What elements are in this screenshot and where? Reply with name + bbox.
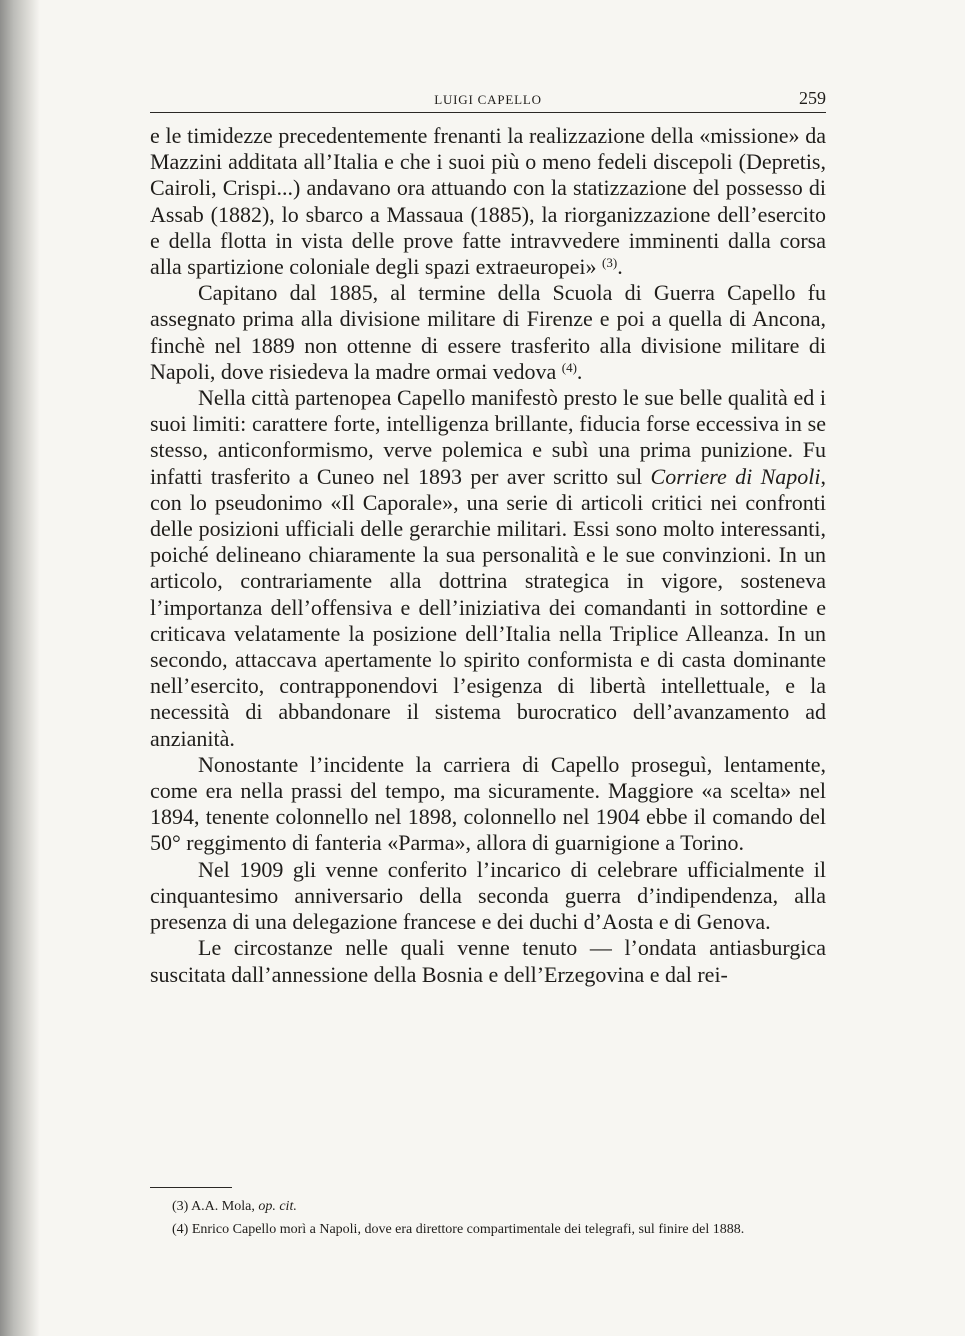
paragraph-1-end: . bbox=[617, 254, 623, 280]
footnote-ref-4: (4) bbox=[561, 359, 577, 375]
running-title: LUIGI CAPELLO bbox=[434, 92, 542, 107]
paragraph-3-text-before: Nella città partenopea Capello manifestò presto le sue belle qualità ed i suoi limiti: carattere forte, intelligenza brillante, fiducia forse eccessiva in se stesso, anticonformismo, verve polemica e subì una prima punizione. Fu infatti trasferito a Cuneo nel 1893 per aver scritto sul bbox=[150, 385, 826, 489]
newspaper-title: Corriere di Napoli bbox=[650, 463, 821, 489]
paragraph-2 bbox=[150, 280, 826, 385]
footnote-4-text: Enrico Capello morì a Napoli, dove era direttore compartimentale dei telegrafi, sul finire del 1888. bbox=[191, 1221, 745, 1237]
footnote-separator bbox=[150, 1187, 232, 1188]
footnote-4 bbox=[150, 1221, 826, 1240]
paragraph-2-end: . bbox=[576, 358, 583, 384]
paragraph-1-text: e le timidezze precedentemente frenanti la realizzazione della «missione» da Mazzini additata all’Italia e che i suoi più o meno fedeli discepoli (Depretis, Cairoli, Crispi...) andavano ora attuando con la statizzazione del possesso di Assab (1882), lo sbarco a Massaua (1885), la riorganizzazione dell’esercito e della flotta in vista delle prove fatte intravvedere imminenti dalla corsa alla spartizione coloniale degli spazi extraeuropei» bbox=[150, 123, 826, 280]
book-page bbox=[150, 86, 826, 988]
paragraph-2-text: Capitano dal 1885, al termine della Scuola di Guerra Capello fu assegnato prima alla divisione militare di Firenze e poi a quella di Ancona, finchè nel 1889 non ottenne di essere trasferito alla divisione militare di Napoli, dove risiedeva la madre ormai vedova bbox=[150, 280, 826, 384]
book-binding-shadow bbox=[0, 0, 40, 1336]
paragraph-3-text-after: , con lo pseudonimo «Il Caporale», una serie di articoli critici nei confronti delle posizioni ufficiali delle gerarchie militari. Essi sono molto interessanti, poiché delineano chiaramente la sua personalità e le sue convinzioni. In un articolo, contrariamente alla dottrina strategica in vigore, sosteneva l’importanza dell’offensiva e dell’iniziativa dei comandanti in sottordine e criticava velatamente la posizione dell’Italia nella Triplice Alleanza. In un secondo, attaccava apertamente lo spirito conformista e di casta dominante nell’esercito, contrapponendovi l’esigenza di libertà intellettuale, e la necessità di abbandonare il sistema burocratico dell’avanzamento ad anzianità. bbox=[150, 463, 827, 751]
footnote-3-citation: op. cit. bbox=[258, 1199, 297, 1214]
footnote-3 bbox=[150, 1198, 826, 1217]
paragraph-3 bbox=[150, 385, 826, 752]
paragraph-1 bbox=[150, 123, 826, 280]
body-text bbox=[150, 123, 826, 988]
footnote-ref-3: (3) bbox=[602, 255, 618, 271]
paragraph-5: Nel 1909 gli venne conferito l’incarico di celebrare ufficialmente il cinquantesimo anniversario della seconda guerra d’indipendenza, alla presenza di una delegazione francese e dei duchi d’Aosta e di Genova. bbox=[150, 856, 826, 935]
footnotes bbox=[150, 1198, 826, 1239]
paragraph-4: Nonostante l’incidente la carriera di Capello proseguì, lentamente, come era nella prassi del tempo, ma sicuramente. Maggiore «a scelta» nel 1894, tenente colonnello nel 1898, colonnello nel 1904 ebbe il comando del 50° reggimento di fanteria «Parma», allora di guarnigione a Torino. bbox=[150, 751, 826, 856]
footnote-3-author: A.A. Mola, bbox=[191, 1199, 259, 1214]
page-header bbox=[150, 86, 826, 113]
paragraph-6: Le circostanze nelle quali venne tenuto — l’ondata antiasburgica suscitata dall’annessione della Bosnia e dell’Erzegovina e dal rei- bbox=[150, 935, 826, 987]
footnote-3-mark: (3) bbox=[172, 1199, 189, 1214]
page-number: 259 bbox=[799, 88, 826, 108]
footnote-4-mark: (4) bbox=[172, 1221, 189, 1237]
